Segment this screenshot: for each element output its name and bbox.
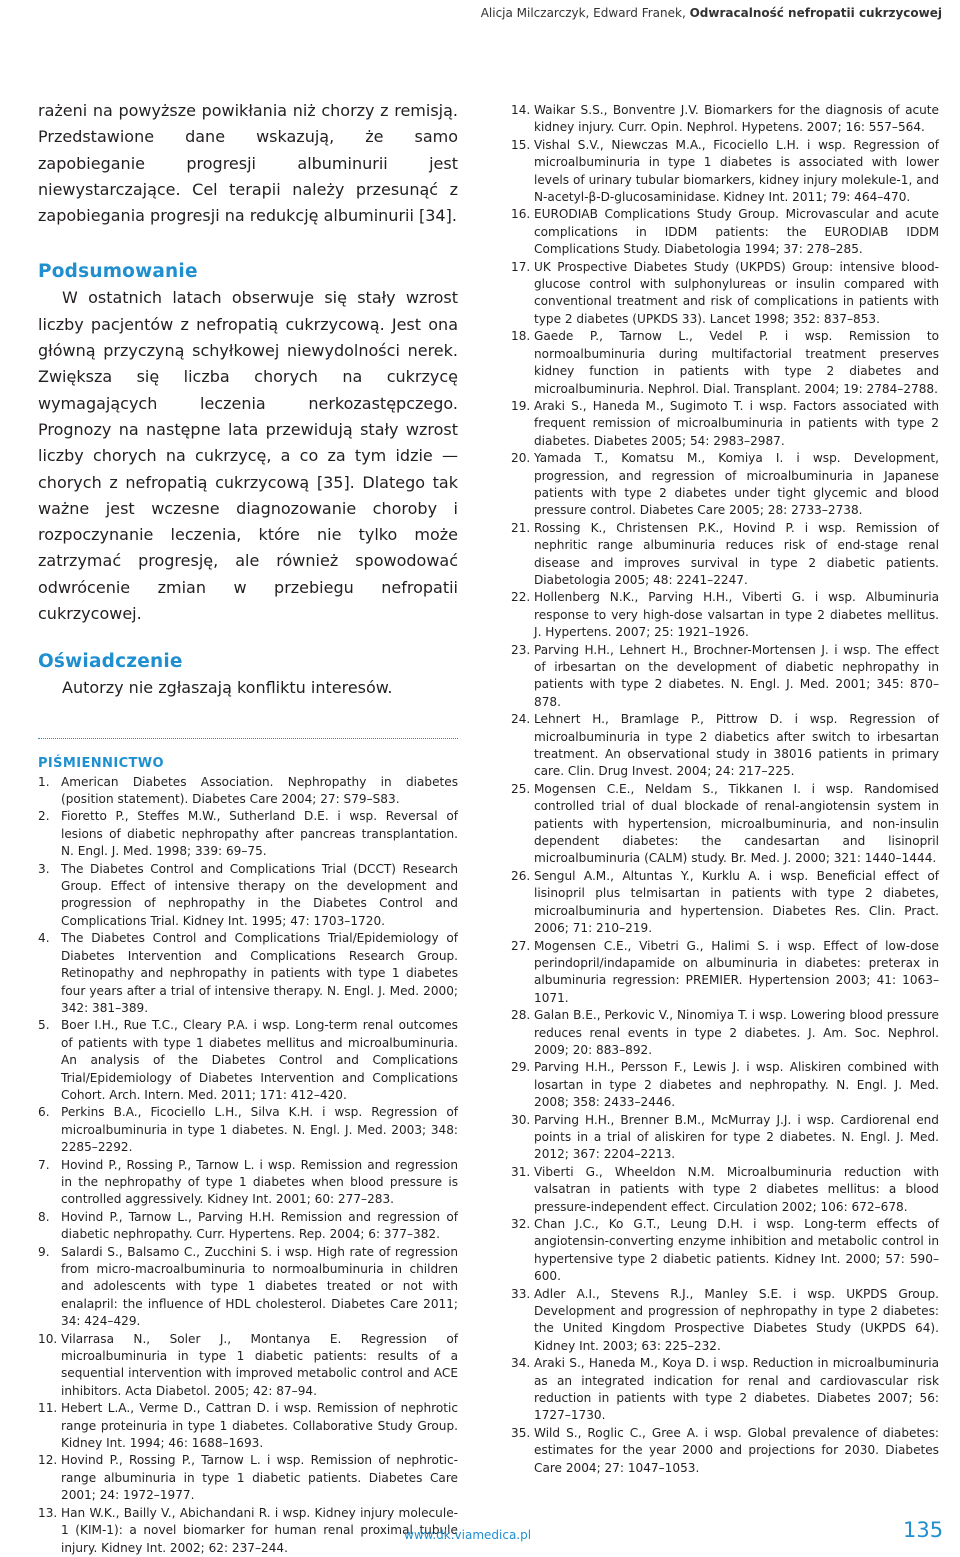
reference-item [38, 1505, 458, 1557]
reference-number: 16. [511, 207, 531, 222]
reference-number: 22. [511, 590, 531, 605]
reference-number: 31. [511, 1164, 531, 1179]
reference-item [38, 1104, 458, 1156]
reference-item [511, 206, 939, 258]
reference-text: Boer I.H., Rue T.C., Cleary P.A. i wsp. Long-term renal outcomes of patients with type 1 diabetes mellitus and microalbuminuria. An analysis of the Diabetes Control and Complications Trial/Epidemiology of Diabetes Intervention and Complications Cohort. Arch. Intern. Med. 2011; 171: 412–420. [61, 1018, 458, 1102]
reference-number: 27. [511, 938, 531, 953]
references-title: PIŚMIENNICTWO [38, 755, 164, 771]
reference-number: 30. [511, 1112, 531, 1127]
reference-text: Galan B.E., Perkovic V., Ninomiya T. i wsp. Lowering blood pressure reduces renal events in type 2 diabetes. J. Am. Soc. Nephrol. 2009; 20: 883–892. [534, 1008, 939, 1057]
header-authors: Alicja Milczarczyk, Edward Franek, [480, 6, 686, 20]
reference-text: Hovind P., Tarnow L., Parving H.H. Remission and regression of diabetic nephropathy. Curr. Hypertens. Rep. 2004; 6: 377–382. [61, 1209, 458, 1242]
reference-text: Lehnert H., Bramlage P., Pittrow D. i wsp. Regression of microalbuminuria in type 2 diabetics after switch to irbesartan treatment. An observational study in 38016 patients in primary care. Clin. Drug Invest. 2004; 24: 217–225. [534, 712, 939, 779]
reference-text: Rossing K., Christensen P.K., Hovind P. i wsp. Remission of nephritic range albuminuria reduces risk of end-stage renal disease and improves survival in type 2 diabetic patients. Diabetologia 2005; 48: 2241–2247. [534, 520, 939, 587]
reference-number: 21. [511, 520, 531, 535]
reference-item [38, 1452, 458, 1504]
reference-text: Sengul A.M., Altuntas Y., Kurklu A. i wsp. Beneficial effect of lisinopril plus telmisartan in patients with type 2 diabetes, microalbuminuria and hypertension. Diabetes Res. Clin. Pract. 2006; 71: 210–219. [534, 868, 939, 936]
reference-number: 24. [511, 712, 531, 727]
reference-text: Adler A.I., Stevens R.J., Manley S.E. i wsp. UKPDS Group. Development and progression of nephropathy in type 2 diabetes: the United Kingdom Prospective Diabetes Study (UKPDS 64). Kidney Int. 2003; 63: 225–232. [534, 1286, 939, 1353]
page-number: 135 [903, 1518, 944, 1542]
intro-paragraph: rażeni na powyższe powikłania niż chorzy z remisją. Przedstawione dane wskazują, że samo zapobieganie progresji albuminurii jest niewystarczające. Cel terapii należy przesunąć z zapobiegania progresji na redukcję albuminurii [34]. [38, 101, 458, 226]
reference-text: Mogensen C.E., Vibetri G., Halimi S. i wsp. Effect of low-dose perindopril/indapamide on albuminuria in diabetes: preterax in albuminuria regression: PREMIER. Hypertension 2003; 41: 1063–1071. [534, 938, 939, 1005]
declaration-paragraph: Autorzy nie zgłaszają konfliktu interesów. [62, 678, 393, 698]
reference-number: 32. [511, 1217, 531, 1231]
reference-text: Hebert L.A., Verme D., Cattran D. i wsp. Remission of nephrotic range proteinuria in type 1 diabetes. Collaborative Study Group. Kidney Int. 1994; 46: 1688–1693. [61, 1401, 458, 1451]
reference-text: Parving H.H., Lehnert H., Brochner-Mortensen J. i wsp. The effect of irbesartan on the development of diabetic nephropathy in patients with type 2 diabetes. N. Engl. J. Med. 2001; 345: 870–878. [534, 642, 939, 709]
reference-item [511, 1007, 939, 1059]
reference-number: 17. [511, 259, 531, 274]
summary-heading: Podsumowanie [38, 261, 198, 283]
reference-number: 9. [38, 1244, 50, 1259]
reference-item [511, 1164, 939, 1216]
reference-item [38, 930, 458, 1017]
reference-number: 28. [511, 1008, 531, 1023]
reference-text: Araki S., Haneda M., Sugimoto T. i wsp. Factors associated with frequent remission of microalbuminuria in patients with type 2 diabetes. Diabetes 2005; 54: 2983–2987. [534, 398, 939, 448]
reference-number: 10. [38, 1331, 58, 1346]
reference-number: 8. [38, 1209, 50, 1224]
reference-number: 25. [511, 781, 531, 796]
reference-item [511, 781, 939, 868]
reference-item [38, 1244, 458, 1331]
right-column [511, 100, 939, 1477]
reference-number: 2. [38, 809, 50, 824]
reference-item [38, 861, 458, 931]
reference-item [38, 1209, 458, 1244]
reference-item [511, 137, 939, 207]
reference-number: 11. [38, 1401, 58, 1416]
footer-url[interactable]: www.dk.viamedica.pl [404, 1528, 532, 1542]
reference-item [511, 1112, 939, 1164]
reference-number: 7. [38, 1157, 50, 1172]
reference-number: 12. [38, 1453, 58, 1468]
reference-item [511, 102, 939, 137]
reference-text: Perkins B.A., Ficociello L.H., Silva K.H. i wsp. Regression of microalbuminuria in type 1 diabetes. N. Engl. J. Med. 2003; 348: 2285–2292. [61, 1105, 458, 1155]
reference-text: Araki S., Haneda M., Koya D. i wsp. Reduction in microalbuminuria as an integrated indication for renal and cardiovascular risk reduction in patients with type 2 diabetes. Diabetes 2007; 56: 1727–1730. [534, 1356, 939, 1423]
reference-text: UK Prospective Diabetes Study (UKPDS) Group: intensive blood-glucose control with sulphonylureas or insulin compared with conventional treatment and risk of complications in patients with type 2 diabetes (UPKDS 33). Lancet 1998; 352: 837–853. [534, 259, 939, 326]
reference-text: Chan J.C., Ko G.T., Leung D.H. i wsp. Long-term effects of angiotensin-converting enzyme inhibition and metabolic control in hypertensive type 2 diabetic patients. Kidney Int. 2000; 57: 590–600. [534, 1217, 939, 1284]
reference-item [511, 1059, 939, 1111]
reference-item [511, 1425, 939, 1477]
reference-number: 4. [38, 931, 50, 946]
reference-item [511, 1355, 939, 1425]
reference-text: Mogensen C.E., Neldam S., Tikkanen I. i wsp. Randomised controlled trial of dual blockade of renal-angiotensin system in patients with hypertension, microalbuminuria, and non-insulin dependent diabetes: the candesartan and lisinopril microalbuminuria (CALM) study. Br. Med. J. 2000; 321: 1440–1444. [534, 781, 939, 866]
reference-number: 35. [511, 1425, 531, 1440]
reference-text: Hovind P., Rossing P., Tarnow L. i wsp. Remission and regression in the nephropathy of type 1 diabetes when blood pressure is controlled aggressively. Kidney Int. 2001; 60: 277–283. [61, 1157, 458, 1207]
reference-item [38, 1331, 458, 1401]
reference-item [511, 868, 939, 938]
reference-number: 6. [38, 1105, 50, 1120]
reference-text: Vilarrasa N., Soler J., Montanya E. Regression of microalbuminuria in type 1 diabetic patients: results of a sequential intervention with improved metabolic control and ACE inhibitors. Acta Diabetol. 2005; 42: 87–94. [61, 1331, 458, 1398]
reference-number: 3. [38, 861, 50, 876]
reference-number: 23. [511, 642, 531, 657]
reference-number: 33. [511, 1286, 531, 1301]
reference-text: Hollenberg N.K., Parving H.H., Viberti G. i wsp. Albuminuria response to very high-dose valsartan in type 2 diabetes mellitus. J. Hypertens. 2007; 25: 1921–1926. [534, 590, 939, 640]
reference-text: Han W.K., Bailly V., Abichandani R. i wsp. Kidney injury molecule-1 (KIM-1): a novel biomarker for human renal proximal tubule injury. Kidney Int. 2002; 62: 237–244. [61, 1505, 458, 1555]
header-title: Odwracalność nefropatii cukrzycowej [689, 6, 942, 20]
reference-text: Vishal S.V., Niewczas M.A., Ficociello L.H. i wsp. Regression of microalbuminuria in type 1 diabetes is associated with lower levels of urinary tubular biomarkers, kidney injury molekule-1, and N-acetyl-β-D-glucosaminidase. Kidney Int. 2011; 79: 464–470. [534, 137, 939, 205]
reference-text: Waikar S.S., Bonventre J.V. Biomarkers for the diagnosis of acute kidney injury. Curr. Opin. Nephrol. Hypetens. 2007; 16: 557–564. [534, 103, 939, 135]
summary-paragraph: W ostatnich latach obserwuje się stały wzrost liczby pacjentów z nefropatią cukrzycową. Jest ona główną przyczyną schyłkowej niewydolności nerek. Zwiększa się liczba chorych na cukrzycę wymagających leczenia nerkozastępczego. Prognozy na następne lata przewidują stały wzrost liczby chorych na cukrzycę, a co za tym idzie — chorych z nefropatią cukrzycową [35]. Dlatego tak ważne jest wczesne diagnozowanie choroby i rozpoczynanie leczenia, które nie tylko może zatrzymać progresję, ale również spowodować odwrócenie zmian w przebiegu nefropatii cukrzycowej. [38, 288, 458, 624]
references-divider [38, 738, 458, 739]
reference-number: 1. [38, 774, 50, 789]
reference-item [38, 808, 458, 860]
declaration-heading: Oświadczenie [38, 651, 183, 673]
reference-text: Yamada T., Komatsu M., Komiya I. i wsp. Development, progression, and regression of microalbuminuria in Japanese patients with type 2 diabetes under tight glycemic and blood pressure control. Diabetes Care 2005; 28: 2733–2738. [534, 451, 939, 518]
reference-item [511, 1216, 939, 1286]
reference-item [511, 259, 939, 329]
reference-text: Hovind P., Rossing P., Tarnow L. i wsp. Remission of nephrotic-range albuminuria in type 1 diabetic patients. Diabetes Care 2001; 24: 1972–1977. [61, 1453, 458, 1503]
reference-text: Gaede P., Tarnow L., Vedel P. i wsp. Remission to normoalbuminuria during multifactorial treatment preserves kidney function in patients with type 2 diabetes and microalbuminuria. Nephrol. Dial. Transplant. 2004; 19: 2784–2788. [534, 329, 939, 396]
reference-item [511, 938, 939, 1008]
reference-text: Salardi S., Balsamo C., Zucchini S. i wsp. High rate of regression from micro-macroalbuminuria to normoalbuminuria in children and adolescents with type 1 diabetes treated or not with enalapril: the influence of HDL cholesterol. Diabetes Care 2011; 34: 424–429. [61, 1244, 458, 1329]
reference-item [511, 642, 939, 712]
reference-item [38, 774, 458, 809]
reference-text: American Diabetes Association. Nephropathy in diabetes (position statement). Diabetes Care 2004; 27: S79–S83. [61, 774, 458, 807]
reference-text: Parving H.H., Brenner B.M., McMurray J.J. i wsp. Cardiorenal end points in a trial of aliskiren for type 2 diabetes. N. Engl. J. Med. 2012; 367: 2204–2213. [534, 1112, 939, 1162]
reference-number: 5. [38, 1018, 50, 1033]
reference-number: 19. [511, 398, 531, 413]
references-list-left [38, 774, 458, 1557]
reference-item [511, 589, 939, 641]
reference-item [511, 328, 939, 398]
reference-item [511, 711, 939, 781]
reference-number: 14. [511, 103, 531, 117]
running-header [481, 6, 942, 20]
reference-number: 20. [511, 451, 531, 466]
reference-number: 26. [511, 868, 531, 883]
reference-text: Fioretto P., Steffes M.W., Sutherland D.E. i wsp. Reversal of lesions of diabetic nephropathy after pancreas transplantation. N. Engl. J. Med. 1998; 339: 69–75. [61, 809, 458, 859]
references-list-right [511, 102, 939, 1477]
reference-item [511, 450, 939, 520]
reference-item [38, 1157, 458, 1209]
reference-text: EURODIAB Complications Study Group. Microvascular and acute complications in IDDM patients: the EURODIAB IDDM Complications Study. Diabetologia 1994; 37: 278–285. [534, 207, 939, 257]
reference-text: Wild S., Roglic C., Gree A. i wsp. Global prevalence of diabetes: estimates for the year 2000 and projections for 2030. Diabetes Care 2004; 27: 1047–1053. [534, 1425, 939, 1475]
reference-number: 34. [511, 1356, 531, 1371]
reference-number: 13. [38, 1505, 58, 1520]
reference-item [511, 1286, 939, 1356]
reference-item [511, 398, 939, 450]
reference-item [38, 1017, 458, 1104]
reference-item [511, 520, 939, 590]
reference-number: 29. [511, 1060, 531, 1075]
left-column [38, 98, 458, 1557]
reference-text: Viberti G., Wheeldon N.M. Microalbuminuria reduction with valsatran in patients with type 2 diabetes mellitus: a blood pressure-independent effect. Circulation 2002; 106: 672–678. [534, 1164, 939, 1214]
reference-text: Parving H.H., Persson F., Lewis J. i wsp. Aliskiren combined with losartan in type 2 diabetes and nephropathy. N. Engl. J. Med. 2008; 358: 2433–2446. [534, 1060, 939, 1110]
reference-item [38, 1400, 458, 1452]
reference-text: The Diabetes Control and Complications Trial/Epidemiology of Diabetes Intervention and Complications Research Group. Retinopathy and nephropathy in patients with type 1 diabetes four years after a trial of intensive therapy. N. Engl. J. Med. 2000; 342: 381–389. [61, 931, 458, 1015]
reference-text: The Diabetes Control and Complications Trial (DCCT) Research Group. Effect of intensive therapy on the development and progression of nephropathy in the Diabetes Control and Complications Trial. Kidney Int. 1995; 47: 1703–1720. [61, 861, 458, 928]
reference-number: 15. [511, 137, 531, 152]
reference-number: 18. [511, 329, 531, 344]
